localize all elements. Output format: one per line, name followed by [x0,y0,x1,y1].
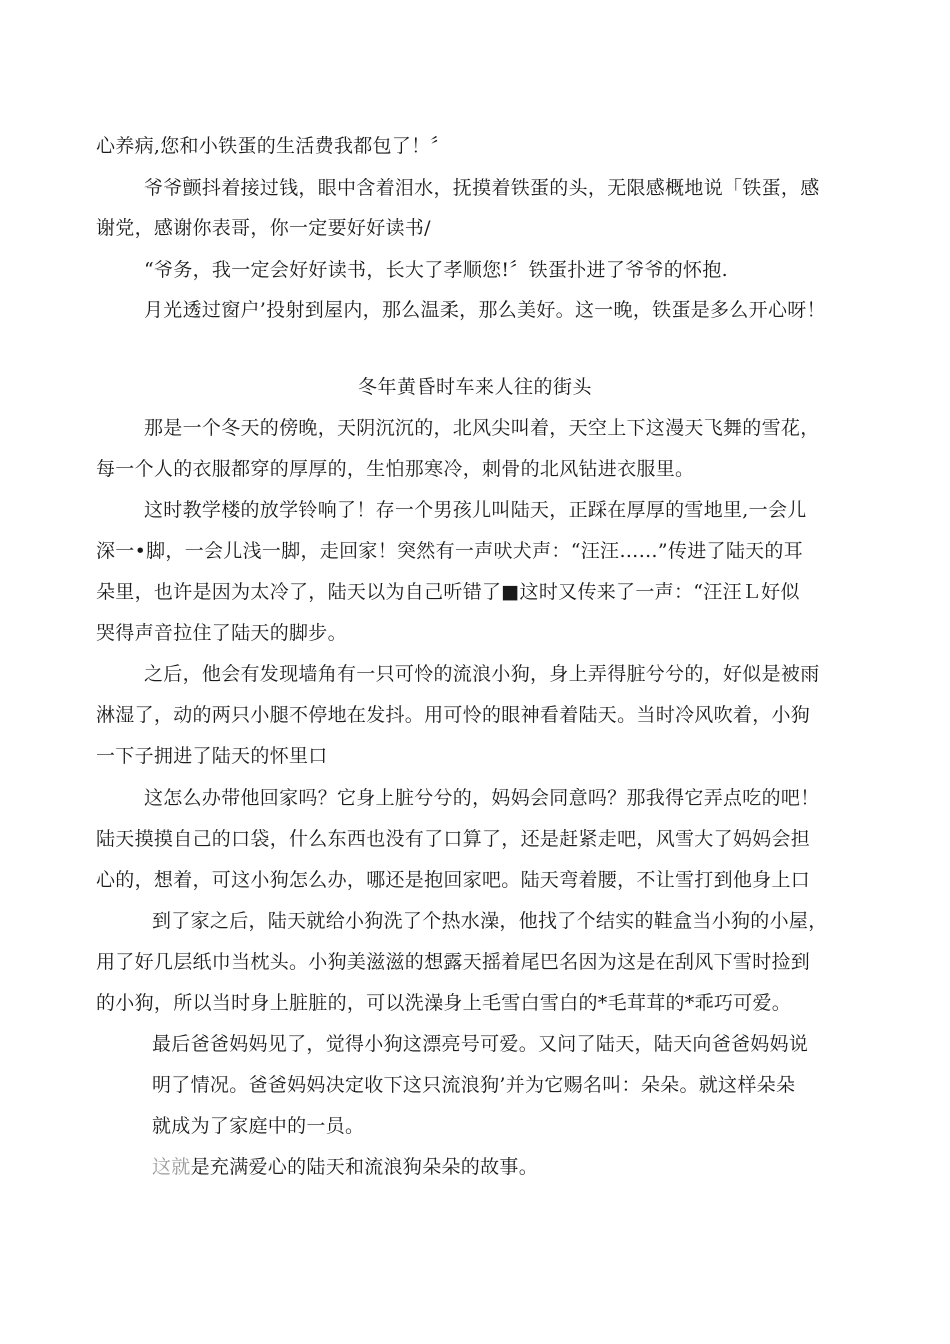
paragraph-line: 爷爷颤抖着接过钱，眼中含着泪水，抚摸着铁蛋的头，无限感概地说「铁蛋，感 [144,177,820,199]
paragraph-line: 到了家之后，陆天就给小狗洗了个热水澡，他找了个结实的鞋盒当小狗的小屋， [152,910,828,932]
paragraph-line: 陆天摸摸自己的口袋，什么东西也没有了口算了，还是赶紧走吧，风雪大了妈妈会担 [96,828,811,850]
paragraph-line: 心养病,您和小铁蛋的生活费我都包了！〞 [96,135,450,157]
paragraph-text: 是充满爱心的陆天和流浪狗朵朵的故事。 [190,1156,539,1178]
paragraph-line: 最后爸爸妈妈见了，觉得小狗这漂亮号可爱。又问了陆天，陆天向爸爸妈妈说 [152,1033,809,1055]
paragraph-line: 心的，想着，可这小狗怎么办，哪还是抱回家吧。陆天弯着腰，不让雪打到他身上口 [96,869,811,891]
faded-text: 这就 [152,1156,191,1178]
paragraph-line: 用了好几层纸巾当枕头。小狗美滋滋的想露天摇着尾巴名因为这是在刮风下雪时捡到 [96,951,811,973]
paragraph-line [152,1155,538,1179]
paragraph-line: 深一•脚，一会儿浅一脚，走回家！突然有一声吠犬声：“汪汪……”传进了陆天的耳 [96,540,804,562]
paragraph-line: 月光透过窗户’投射到屋内，那么温柔，那么美好。这一晚，铁蛋是多么开心呀！ [144,299,826,321]
paragraph-line: 的小狗，所以当时身上脏脏的，可以洗澡身上毛雪白雪白的*毛茸茸的*乖巧可爱。 [96,992,792,1014]
paragraph-line: 朵里，也许是因为太冷了，陆天以为自己听错了■这时又传来了一声：“汪汪Ｌ好似 [96,581,800,603]
section-title: 冬年黄昏时车来人往的街头 [357,376,592,398]
paragraph-line: 就成为了家庭中的一员。 [152,1115,365,1137]
paragraph-line: 谢党，感谢你表哥，你一定要好好读书/ [96,217,431,239]
paragraph-line: “爷务，我一定会好好读书，长大了孝顺您!〞铁蛋扑进了爷爷的怀抱. [144,259,728,281]
paragraph-line: 之后，他会有发现墙角有一只可怜的流浪小狗，身上弄得脏兮兮的，好似是被雨 [144,663,820,685]
paragraph-line: 明了情况。爸爸妈妈决定收下这只流浪狗’并为它赐名叫：朵朵。就这样朵朵 [152,1074,796,1096]
paragraph-line: 每一个人的衣服都穿的厚厚的，生怕那寒冷，刺骨的北风钻进衣服里。 [96,458,695,480]
paragraph-line: 那是一个冬天的傍晚，天阴沉沉的，北风尖叫着，天空上下这漫天飞舞的雪花， [144,417,820,439]
paragraph-line: 淋湿了，动的两只小腿不停地在发抖。用可怜的眼神看着陆天。当时冷风吹着，小狗 [96,704,811,726]
paragraph-line: 这时教学楼的放学铃响了！存一个男孩儿叫陆天，正踩在厚厚的雪地里,一会儿 [144,499,807,521]
paragraph-line: 哭得声音拉住了陆天的脚步。 [96,622,347,644]
paragraph-line: 一下子拥进了陆天的怀里口 [96,745,328,767]
paragraph-line: 这怎么办带他回家吗？它身上脏兮兮的，妈妈会同意吗？那我得它弄点吃的吧！ [144,787,820,809]
